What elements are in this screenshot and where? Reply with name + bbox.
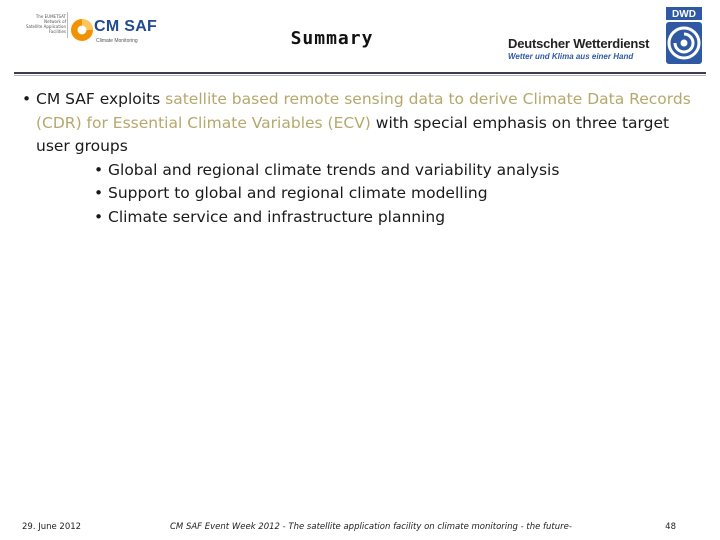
slide-footer [0,522,720,536]
list-item-text: Support to global and regional climate modelling [108,184,488,202]
intro-lead: CM SAF exploits [36,90,166,108]
partner-line: Network of [44,19,66,24]
partner-line: Satellite Application [25,24,66,29]
bullet-marker: • [94,207,104,226]
cmsaf-swirl-icon [70,18,94,42]
bullet-marker: • [94,160,104,179]
dwd-badge-text: DWD [672,9,696,20]
dwd-emblem-icon [664,6,704,66]
dwd-slogan: Wetter und Klima aus einer Hand [508,52,634,61]
footer-event-title: CM SAF Event Week 2012 - The satellite application facility on climate monitoring - the future- [170,522,572,532]
cmsaf-logo [70,16,160,48]
partner-line: The EUMETSAT [35,14,66,19]
partner-line: Facilities [48,29,66,34]
list-item [20,159,700,183]
slide-title: Summary [290,28,374,49]
dwd-wordmark [508,36,658,61]
cmsaf-name: CM SAF [94,18,158,35]
cmsaf-tagline: Climate Monitoring [96,38,138,44]
slide-header [0,0,720,76]
footer-date: 29. June 2012 [22,522,82,532]
bullet-marker: • [22,90,32,108]
target-user-groups-list [20,159,700,230]
page-number: 48 [665,522,676,532]
list-item-text: Climate service and infrastructure planning [108,207,446,226]
header-rule [14,72,706,74]
header-rule-light [14,75,706,76]
intro-tail: with special emphasis on three target user groups [36,113,670,155]
summary-bullet [20,88,700,159]
slide-body [20,88,700,229]
dwd-logo [664,6,704,66]
bullet-marker: • [94,184,104,202]
list-item [20,206,700,230]
dwd-name: Deutscher Wetterdienst [508,36,650,51]
intro-highlight: satellite based remote sensing data to derive Climate Data Records (CDR) for Essential Climate Variables (ECV) [36,90,691,132]
list-item-text: Global and regional climate trends and variability analysis [108,160,560,179]
eumetsat-partner-text [14,14,66,34]
list-item [20,182,700,206]
logo-divider [67,12,68,38]
